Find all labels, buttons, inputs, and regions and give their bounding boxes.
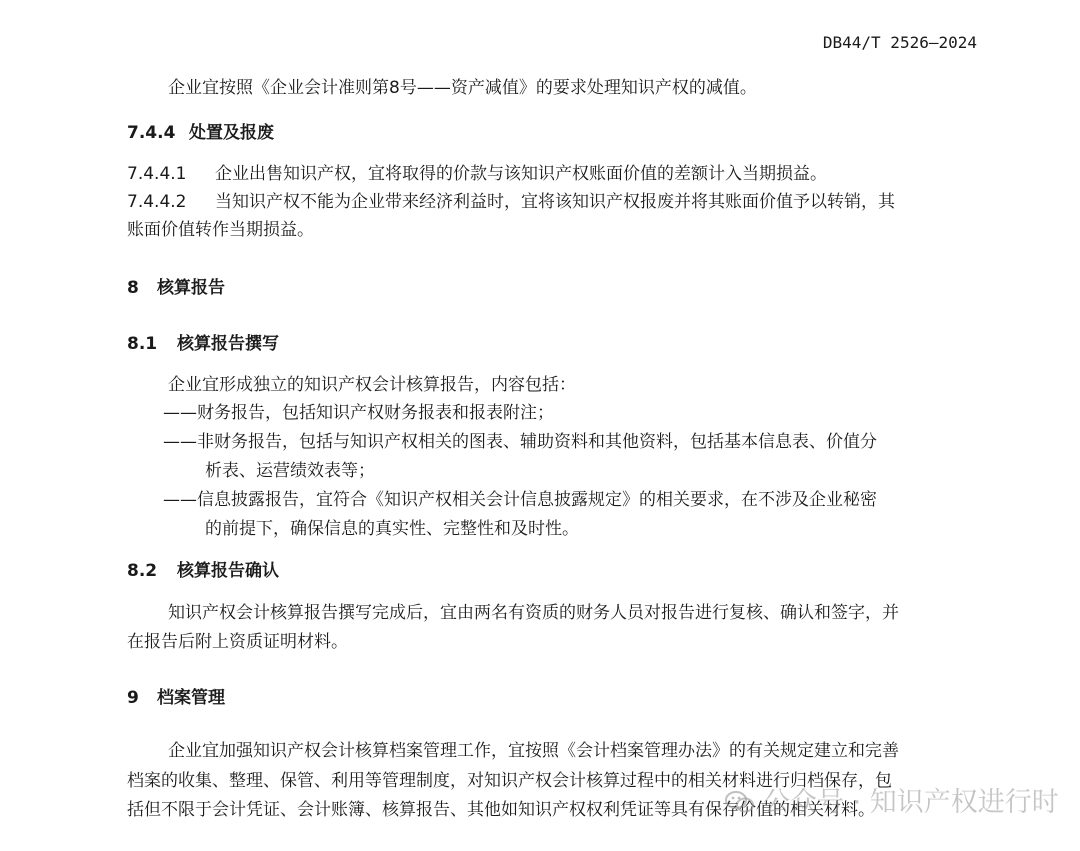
section-9-heading — [127, 690, 225, 707]
clause-number: 7.4.4.1 — [127, 164, 187, 184]
list-item-disclosure-report: ——信息披露报告，宜符合《知识产权相关会计信息披露规定》的相关要求，在不涉及企业秘密 — [163, 490, 877, 510]
section-9-paragraph-line2: 档案的收集、整理、保管、利用等管理制度，对知识产权会计核算过程中的相关材料进行归档保存，包 — [127, 771, 892, 791]
watermark-text: 公众号 · 知识产权进行时 — [763, 787, 1059, 818]
section-9-paragraph-line1: 企业宜加强知识产权会计核算档案管理工作，宜按照《会计档案管理办法》的有关规定建立和完善 — [168, 741, 899, 761]
section-title: 档案管理 — [157, 688, 225, 708]
clause-text: 当知识产权不能为企业带来经济利益时，宜将该知识产权报废并将其账面价值予以转销，其 — [215, 192, 895, 212]
section-title: 核算报告确认 — [177, 561, 279, 581]
list-item-financial-report: ——财务报告，包括知识产权财务报表和报表附注； — [163, 403, 554, 423]
clause-7-4-4-1 — [127, 166, 827, 183]
list-item-disclosure-report-continued: 的前提下，确保信息的真实性、完整性和及时性。 — [205, 519, 579, 539]
section-8-2-paragraph-continued: 在报告后附上资质证明材料。 — [127, 632, 348, 652]
section-number: 8.1 — [127, 334, 158, 354]
section-8-2-paragraph: 知识产权会计核算报告撰写完成后，宜由两名有资质的财务人员对报告进行复核、确认和签字，并 — [168, 603, 899, 623]
section-title: 核算报告 — [157, 278, 225, 298]
list-item-non-financial-report: ——非财务报告，包括与知识产权相关的图表、辅助资料和其他资料，包括基本信息表、价值分 — [163, 432, 877, 452]
clause-7-4-4-2 — [127, 194, 895, 211]
section-number: 7.4.4 — [127, 123, 176, 143]
section-9-paragraph-line3: 括但不限于会计凭证、会计账簿、核算报告、其他如知识产权权利凭证等具有保存价值的相关材料。 — [127, 800, 875, 820]
section-number: 8.2 — [127, 561, 158, 581]
section-8-1-intro: 企业宜形成独立的知识产权会计核算报告，内容包括： — [168, 375, 576, 395]
list-item-non-financial-report-continued: 析表、运营绩效表等； — [205, 461, 375, 481]
watermark — [725, 789, 1059, 816]
wechat-icon — [725, 790, 755, 814]
paragraph-impairment: 企业宜按照《企业会计准则第8号——资产减值》的要求处理知识产权的减值。 — [168, 78, 757, 98]
section-title: 处置及报废 — [189, 123, 274, 143]
clause-number: 7.4.4.2 — [127, 192, 187, 212]
section-title: 核算报告撰写 — [177, 334, 279, 354]
section-8-heading — [127, 280, 225, 297]
clause-text: 企业出售知识产权，宜将取得的价款与该知识产权账面价值的差额计入当期损益。 — [215, 164, 827, 184]
clause-7-4-4-2-continued: 账面价值转作当期损益。 — [127, 220, 314, 240]
section-number: 8 — [127, 278, 139, 298]
section-8-1-heading — [127, 336, 279, 353]
section-8-2-heading — [127, 563, 279, 580]
section-number: 9 — [127, 688, 139, 708]
document-code: DB44/T 2526—2024 — [822, 33, 977, 52]
section-7-4-4-heading — [127, 125, 274, 142]
